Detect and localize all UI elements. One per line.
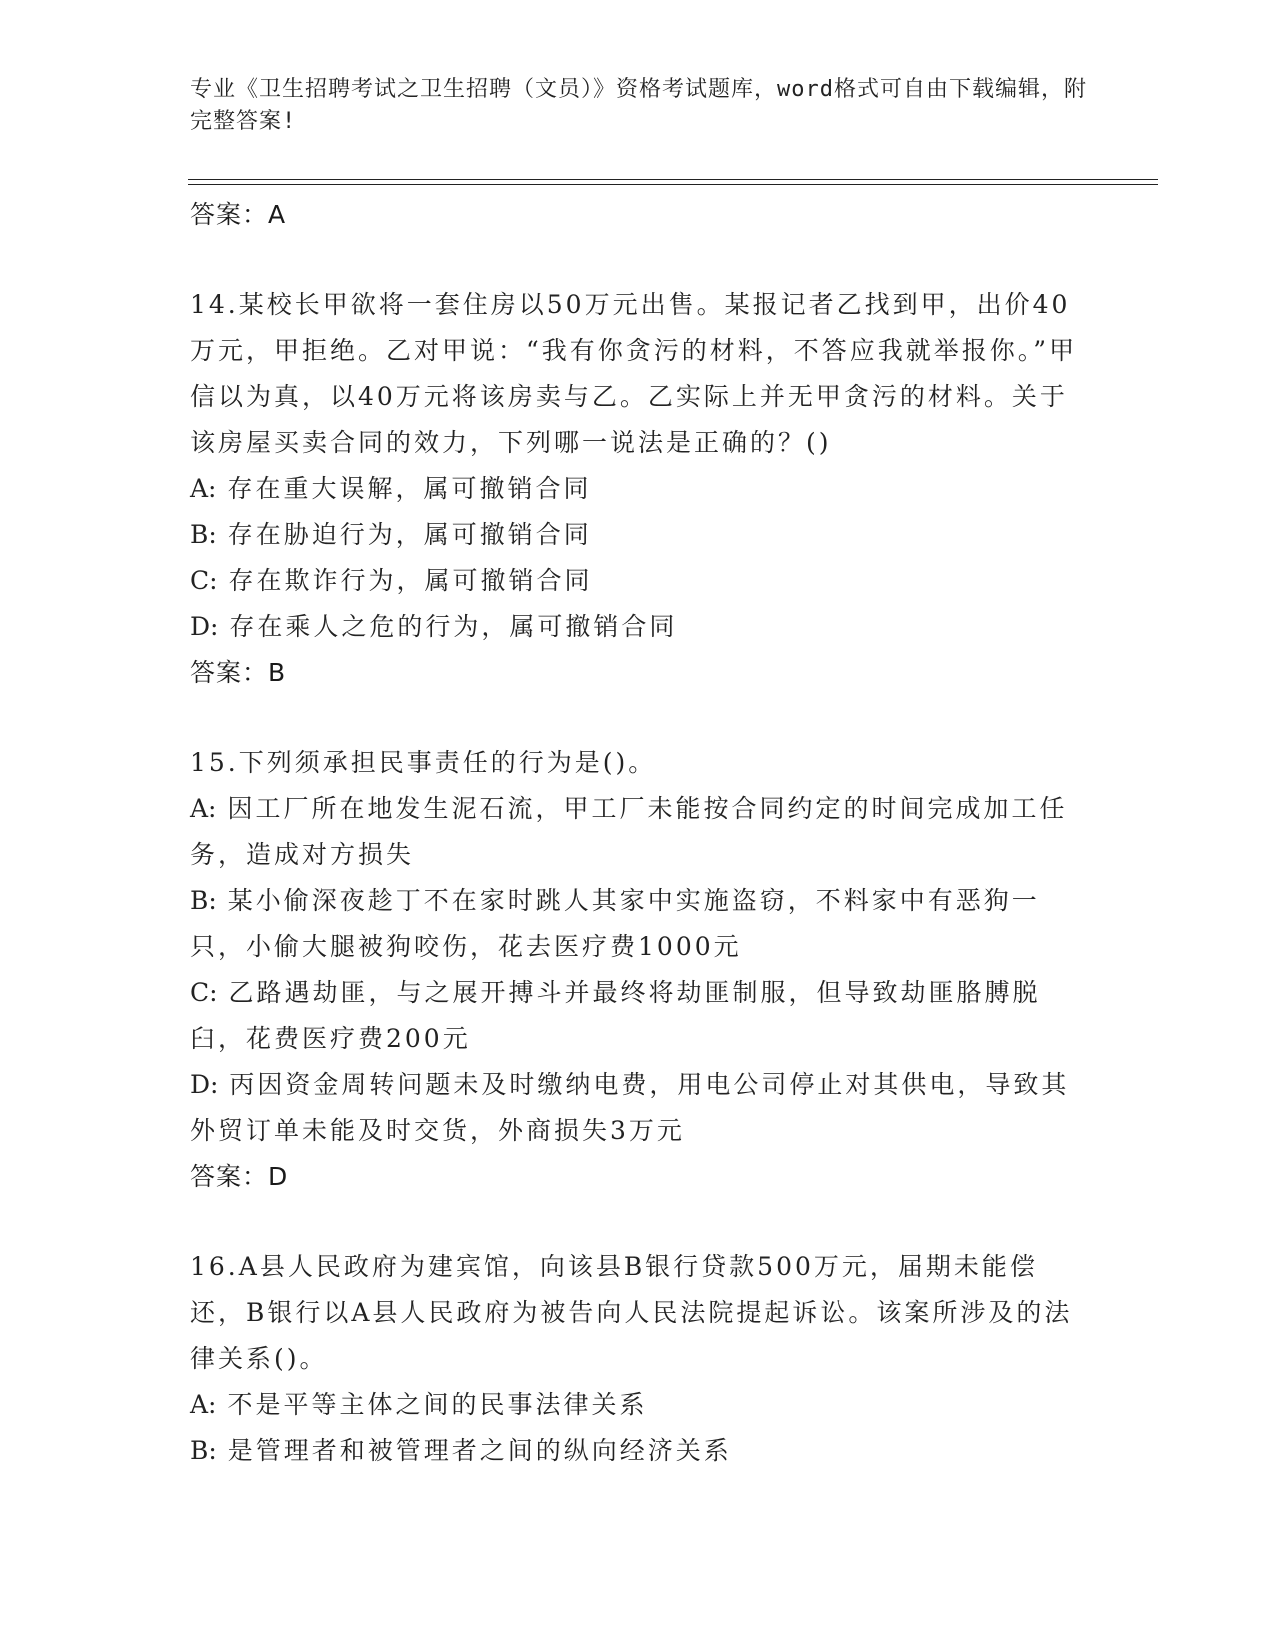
option-letter: C: <box>190 978 218 1007</box>
option-text: 乙路遇劫匪，与之展开搏斗并最终将劫匪制服，但导致劫匪胳膊脱臼，花费医疗费200元 <box>190 978 1041 1053</box>
option-letter: D: <box>190 1070 219 1099</box>
option-letter: B: <box>190 1436 217 1465</box>
question-block <box>190 282 1090 696</box>
answer-line: 答案：B <box>190 658 287 687</box>
answer-line: 答案：A <box>190 200 287 229</box>
option-text: 是管理者和被管理者之间的纵向经济关系 <box>227 1436 732 1465</box>
option-text: 存在欺诈行为，属可撤销合同 <box>228 566 593 595</box>
document-header: 专业《卫生招聘考试之卫生招聘（文员）》资格考试题库，word格式可自由下载编辑，附完整答案! <box>190 77 1087 134</box>
question-option <box>190 512 1090 558</box>
question-block <box>190 1244 1090 1474</box>
question-option <box>190 604 1090 650</box>
question-option <box>190 558 1090 604</box>
question-stem: 14.某校长甲欲将一套住房以50万元出售。某报记者乙找到甲，出价40万元，甲拒绝。乙对甲说：“我有你贪污的材料，不答应我就举报你。”甲信以为真，以40万元将该房卖与乙。乙实际上并无甲贪污的材料。关于该房屋买卖合同的效力，下列哪一说法是正确的？() <box>190 290 1078 457</box>
option-text: 存在胁迫行为，属可撤销合同 <box>227 520 592 549</box>
header-rule-bottom <box>188 184 1158 185</box>
question-option <box>190 878 1090 970</box>
option-letter: B: <box>190 886 217 915</box>
question-option <box>190 970 1090 1062</box>
option-letter: C: <box>190 566 218 595</box>
question-stem: 15.下列须承担民事责任的行为是()。 <box>190 748 657 777</box>
question-option <box>190 466 1090 512</box>
option-text: 丙因资金周转问题未及时缴纳电费，用电公司停止对其供电，导致其外贸订单未能及时交货，外商损失3万元 <box>190 1070 1070 1145</box>
option-text: 存在乘人之危的行为，属可撤销合同 <box>229 612 678 641</box>
option-letter: A: <box>190 794 217 823</box>
question-option <box>190 1382 1090 1428</box>
option-text: 不是平等主体之间的民事法律关系 <box>227 1390 648 1419</box>
header-rule-top <box>188 179 1158 180</box>
option-letter: A: <box>190 1390 217 1419</box>
document-body <box>190 192 1090 1474</box>
option-letter: D: <box>190 612 219 641</box>
option-text: 因工厂所在地发生泥石流，甲工厂未能按合同约定的时间完成加工任务，造成对方损失 <box>190 794 1068 869</box>
question-stem: 16.A县人民政府为建宾馆，向该县B银行贷款500万元，届期未能偿还，B银行以A县人民政府为被告向人民法院提起诉讼。该案所涉及的法律关系()。 <box>190 1252 1073 1373</box>
answer-line: 答案：D <box>190 1162 289 1191</box>
question-option <box>190 1428 1090 1474</box>
option-letter: A: <box>190 474 217 503</box>
option-text: 存在重大误解，属可撤销合同 <box>227 474 592 503</box>
option-letter: B: <box>190 520 217 549</box>
option-text: 某小偷深夜趁丁不在家时跳人其家中实施盗窃，不料家中有恶狗一只，小偷大腿被狗咬伤，花去医疗费1000元 <box>190 886 1040 961</box>
question-option <box>190 786 1090 878</box>
question-block <box>190 740 1090 1200</box>
question-option <box>190 1062 1090 1154</box>
